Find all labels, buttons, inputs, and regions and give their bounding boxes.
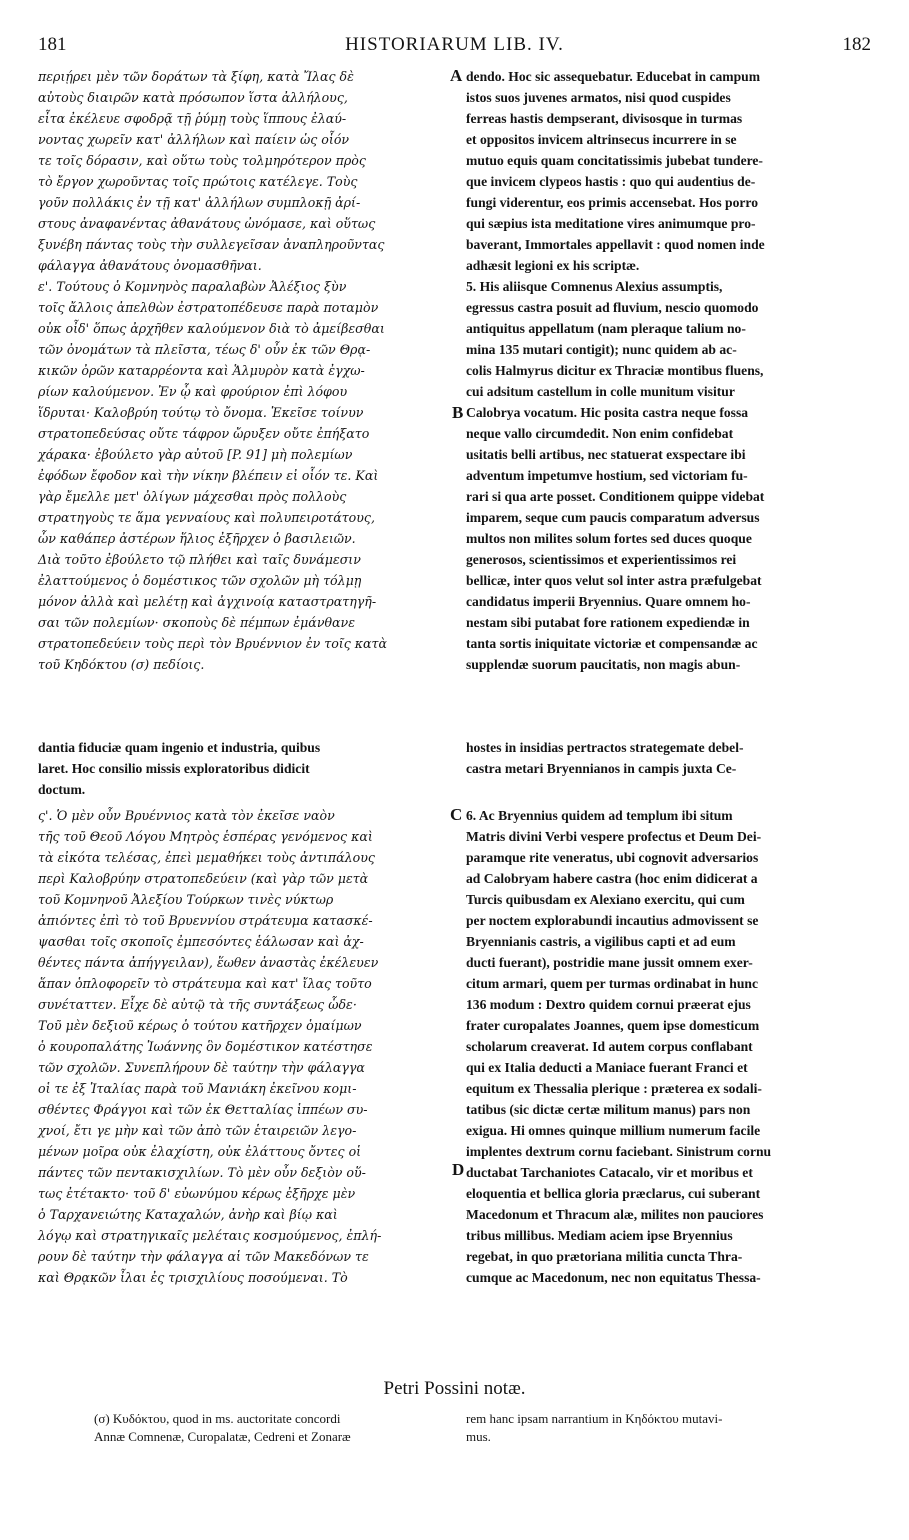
latin-column-lower: 6. Ac Bryennius quidem ad templum ibi situm Matris divini Verbi vespere profectus et Deum Dei- paramque rite veneratus, ubi cognovit adversarios ad Calobryam habere castra (hoc enim didicerat a Turcis quibusdam ex Alexiano exercitu, qui cum per noctem explorabundi incautius admovissent se Bryennianis castris, a vigilibus capti et ad eum ducti fuerant), postridie mane jussit omnem exer- citum armari, quem per turmas ordinabat in hunc 136 modum : Dextro quidem cornui præerat ejus frater curopalates Joannes, quem ipse domesticum scholarum creaverat. Id autem corpus conflabant qui ex Italia deducti a Maniace fuerant Franci et equitum ex Thessalia plerique : præterea ex sodali- tatibus (sic dictæ certæ militum manus) pars non exigua. Hi omnes quinque millium numerum facile implentes dextrum cornu faciebant. Sinistrum cornu ductabat Tarchaniotes Catacalo, vir et moribus et eloquentia et bellica gloria præclarus, cui suberant Macedonum et Thracum alæ, milites non pauciores tribus millibus. Mediam aciem ipse Bryennius regebat, in quo prætoriana militia cuncta Thra- cumque ac Macedonum, nec non equitatus Thessa-	[466, 808, 772, 1285]
margin-marker-b: B	[452, 403, 464, 422]
margin-marker-a: A	[450, 66, 463, 85]
note-right: rem hanc ipsam narrantium in Κηδόκτου mutavi- mus.	[466, 1411, 723, 1444]
page-number-left: 181	[38, 34, 67, 55]
page-number-right: 182	[842, 34, 871, 55]
latin-transition-left: dantia fiduciæ quam ingenio et industria, quibus laret. Hoc consilio missis exploratoribus didicit doctum.	[38, 740, 321, 797]
margin-marker-c: C	[450, 805, 463, 824]
greek-column-lower: ς'. Ὁ μὲν οὖν Βρυέννιος κατὰ τὸν ἐκεῖσε ναὸν τῆς τοῦ Θεοῦ Λόγου Μητρὸς ἑσπέρας γενόμενος καὶ τὰ εἰκότα τελέσας, ἐπεὶ μεμαθήκει τοὺς ἀντιπάλους περὶ Καλοβρύην στρατοπεδεύειν (καὶ γὰρ τῶν μετὰ τοῦ Κομνηνοῦ Ἀλεξίου Τούρκων τινὲς νύκτωρ ἀπιόντες ἐπὶ τὸ τοῦ Βρυεννίου στράτευμα κατασκέ- ψασθαι τοῖς σκοποῖς ἐμπεσόντες ἑάλωσαν καὶ ἀχ- θέντες πάντα ἀπήγγειλαν), ἕωθεν ἀναστὰς ἐκέλευεν ἅπαν ὁπλοφορεῖν τὸ στράτευμα καὶ κατ' ἴλας τοῦτο συνέταττεν. Εἶχε δὲ αὐτῷ τὰ τῆς συντάξεως ὧδε· Τοῦ μὲν δεξιοῦ κέρως ὁ τούτου κατῆρχεν ὁμαίμων ὁ κουροπαλάτης Ἰωάννης ὃν δομέστικον κατέστησε τῶν σχολῶν. Συνεπλήρουν δὲ ταύτην τὴν φάλαγγα οἱ τε ἐξ Ἰταλίας παρὰ τοῦ Μανιάκη ἐκεῖνου κομι- σθέντες Φράγγοι καὶ τῶν ἐκ Θετταλίας ἱππέων συ- χνοί, ἔτι γε μὴν καὶ τῶν ἀπὸ τῶν ἑταιρειῶν λεγο- μένων μοῖρα οὐκ ἐλαχίστη, οὐκ ἐλάττους ὄντες οἱ πάντες τῶν πεντακισχιλίων. Τὸ μὲν οὖν δεξιὸν οὕ- τως ἐτέτακτο· τοῦ δ' εὐωνύμου κέρως ἐξῆρχε μὲν ὁ Ταρχανειώτης Καταχαλών, ἀνὴρ καὶ βίῳ καὶ λόγῳ καὶ στρατηγικαῖς μελέταις κοσμούμενος, ἐπλή- ρουν δὲ ταύτην τὴν φάλαγγα αἱ τῶν Μακεδόνων τε καὶ Θρᾳκῶν ἶλαι ἐς τρισχιλίους ποσούμεναι. Τὸ	[38, 808, 382, 1285]
notes-title: Petri Possini notæ.	[383, 1378, 526, 1399]
greek-column-upper: περιῄρει μὲν τῶν δοράτων τὰ ξίφη, κατὰ Ἴλας δὲ αὐτοὺς διαιρῶν κατὰ πρόσωπον ἵστα ἀλλήλους, εἶτα ἐκέλευε σφοδρᾷ τῇ ῥύμῃ τοὺς ἵππους ἐλαύ- νοντας χωρεῖν κατ' ἀλλήλων καὶ παίειν ὡς οἷόν τε τοῖς δόρασιν, καὶ οὕτω τοὺς τολμηρότερον πρὸς τὸ ἔργον χωροῦντας τοῖς πρώτοις κατέλεγε. Τοὺς γοῦν πολλάκις ἐν τῇ κατ' ἀλλήλων συμπλοκῇ ἀρί- στους ἀναφανέντας ἀθανάτους ὠνόμασε, καὶ οὕτως ξυνέβη πάντας τοὺς τὴν συλλεγεῖσαν ἀναπληροῦντας φάλαγγα ἀθανάτους ὀνομασθῆναι. ε'. Τούτους ὁ Κομνηνὸς παραλαβὼν Ἀλέξιος ξὺν τοῖς ἄλλοις ἀπελθὼν ἐστρατοπέδευσε παρὰ ποταμὸν οὐκ οἶδ' ὅπως ἀρχῆθεν καλούμενον διὰ τὸ ἀμείβεσθαι τῶν ὀνομάτων τὰ πλεῖστα, τέως δ' οὖν ἐκ τῶν Θρᾳ- κικῶν ὀρῶν καταρρέοντα καὶ Ἁλμυρὸν κατὰ ἐγχω- ρίων καλούμενον. Ἐν ᾧ καὶ φρούριον ἐπὶ λόφου ἵδρυται· Καλοβρύη τούτῳ τὸ ὄνομα. Ἐκεῖσε τοίνυν στρατοπεδεύσας οὔτε τάφρον ὤρυξεν οὔτε ἐπήξατο χάρακα· ἐβούλετο γὰρ αὐτοῦ [P. 91] μὴ πολεμίων ἐφόδων ἔφοδον καὶ τὴν νίκην βλέπειν εἰ οἷόν τε. Καὶ γὰρ ἔμελλε μετ' ὀλίγων μάχεσθαι πρὸς πολλοὺς στρατηγοὺς τε ἅμα γενναίους καὶ πολυπειροτάτους, ὧν καθάπερ ἀστέρων ἥλιος ἐξῆρχεν ὁ βασιλειῶν. Διὰ τοῦτο ἐβούλετο τῷ πλήθει καὶ ταῖς δυνάμεσιν ἐλαττούμενος ὁ δομέστικος τῶν σχολῶν μὴ τόλμῃ μόνον ἀλλὰ καὶ μελέτῃ καὶ ἀγχινοίᾳ καταστρατηγῆ- σαι τῶν πολεμίων· σκοποὺς δὲ πέμπων ἐμάνθανε στρατοπεδεύειν τοὺς περὶ τὸν Βρυέννιον ἐν τοῖς κατὰ τοῦ Κηδόκτου (σ) πεδίοις.	[38, 69, 388, 672]
running-header	[38, 34, 871, 60]
latin-transition-right: hostes in insidias pertractos strategemate debel- castra metari Bryennianos in campis juxta Ce-	[466, 740, 744, 776]
latin-column-upper: dendo. Hoc sic assequebatur. Educebat in campum istos suos juvenes armatos, nisi quod cuspides ferreas hastis dempserant, divisosque in turmas et oppositos invicem altrinsecus incurrere in se mutuo equis quam concitatissimis jubebat tundere- que invicem clypeos hastis : quo qui audentius de- fungi viderentur, eos primis accensebat. Hos porro qui sæpius ista meditatione vires animumque pro- baverant, Immortales appellavit : quod nomen inde adhæsit legioni ex his scriptæ. 5. His aliisque Comnenus Alexius assumptis, egressus castra posuit ad fluvium, nescio quomodo antiquitus appellatum (nam pleraque talium no- mina 135 mutari contigit); nunc quidem ab ac- colis Halmyrus dicitur ex Thraciæ montibus fluens, cui adsitum castellum in colle munitum visitur Calobrya vocatum. Hic posita castra neque fossa neque vallo circumdedit. Non enim confidebat usitatis belli artibus, nec statuerat exspectare ibi adventum impetumve hostium, sed victoriam fu- rari si qua arte posset. Conditionem quippe videbat imparem, seque cum paucis comparatum adversus multos non milites solum fortes sed duces quoque generosos, scientissimos et experientissimos rei bellicæ, inter quos velut sol inter astra præfulgebat candidatus imperii Bryennius. Quare omnem ho- nestam sibi putabat fore rationem expediendæ in tanta sortis iniquitate victoriæ et compensandæ ac supplendæ suorum paucitatis, non magis abun-	[466, 69, 765, 672]
running-title: HISTORIARUM LIB. IV.	[345, 34, 564, 55]
note-left: (σ) Κυδόκτου, quod in ms. auctoritate concordi Annæ Comnenæ, Curopalatæ, Cedreni et Zonaræ	[94, 1411, 351, 1444]
margin-marker-d: D	[452, 1160, 465, 1179]
